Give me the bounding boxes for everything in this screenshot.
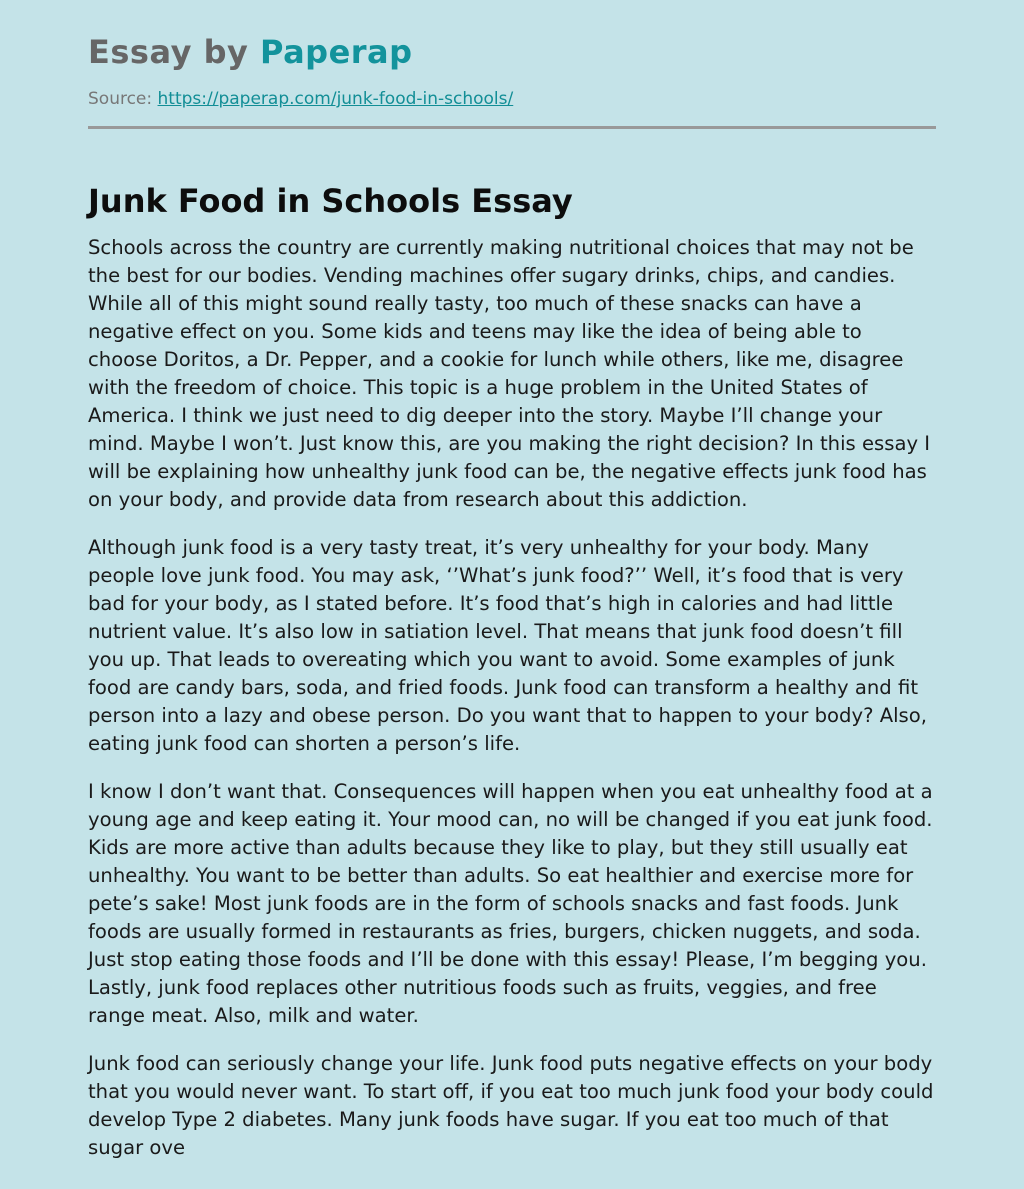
essay-paragraph: Junk food can seriously change your life. Junk food puts negative effects on your body that you would never want. To start off, if you eat too much junk food your body could develop Type 2 diabetes. Many junk foods have sugar. If you eat too much of that sugar ove — [88, 1052, 934, 1159]
site-brand — [88, 0, 936, 73]
header-divider — [88, 126, 936, 129]
brand-prefix: Essay by — [88, 33, 260, 71]
source-link[interactable]: https://paperap.com/junk-food-in-schools/ — [157, 89, 514, 109]
essay-paragraph: Although junk food is a very tasty treat, it’s very unhealthy for your body. Many people love junk food. You may ask, ‘’What’s junk food?’’ Well, it’s food that is very bad for your body, as I stated before. It’s food that’s high in calories and had little nutrient value. It’s also low in satiation level. That means that junk food doesn’t fill you up. That leads to overeating which you want to avoid. Some examples of junk food are candy bars, soda, and fried foods. Junk food can transform a healthy and fit person into a lazy and obese person. Do you want that to happen to your body? Also, eating junk food can shorten a person’s life. — [88, 536, 927, 755]
source-line — [88, 88, 936, 110]
essay-paragraph: Schools across the country are currently making nutritional choices that may not be the best for our bodies. Vending machines offer sugary drinks, chips, and candies. While all of this might sound really tasty, too much of these snacks can have a negative effect on you. Some kids and teens may like the idea of being able to choose Doritos, a Dr. Pepper, and a cookie for lunch while others, like me, disagree with the freedom of choice. This topic is a huge problem in the United States of America. I think we just need to dig deeper into the story. Maybe I’ll change your mind. Maybe I won’t. Just know this, are you making the right decision? In this essay I will be explaining how unhealthy junk food can be, the negative effects junk food has on your body, and provide data from research about this addiction. — [88, 236, 931, 511]
essay-body — [88, 234, 936, 1162]
brand-name: Paperap — [259, 33, 413, 71]
source-label: Source: — [88, 89, 153, 109]
essay-paragraph: I know I don’t want that. Consequences will happen when you eat unhealthy food at a young age and keep eating it. Your mood can, no will be changed if you eat junk food. Kids are more active than adults because they like to play, but they still usually eat unhealthy. You want to be better than adults. So eat healthier and exercise more for pete’s sake! Most junk foods are in the form of schools snacks and fast foods. Junk foods are usually formed in restaurants as fries, burgers, chicken nuggets, and soda. Just stop eating those foods and I’ll be done with this essay! Please, I’m begging you. Lastly, junk food replaces other nutritious foods such as fruits, veggies, and free range meat. Also, milk and water. — [88, 780, 933, 1027]
essay-title: Junk Food in Schools Essay — [88, 182, 573, 220]
